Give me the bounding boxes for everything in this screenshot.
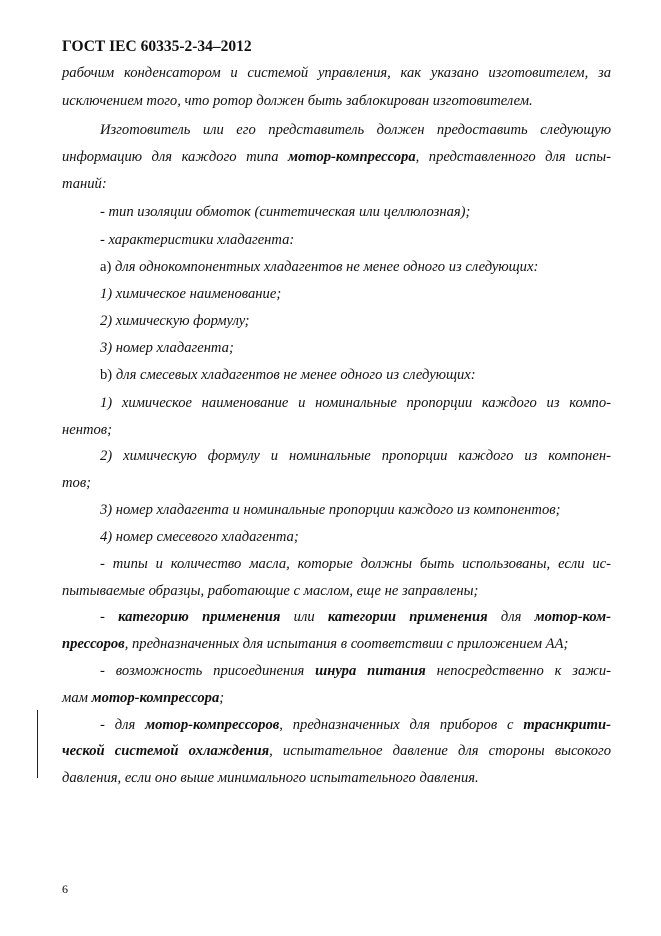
list-item: 2) химическую формулу и номинальные пропорции каждого из компонен- — [100, 448, 611, 464]
term-bold: мотор-компрессора — [91, 690, 220, 706]
term-bold: шнура питания — [315, 663, 426, 679]
text-line: рабочим конденсатором и системой управления, как указано изготовителем, за — [62, 65, 611, 81]
list-item: - для мотор-компрессоров, предназначенных для приборов с траснкрити- — [100, 717, 612, 733]
term-bold: мотор-компрессоров — [145, 717, 280, 733]
text-line: информацию для каждого типа мотор-компрессора, представленного для испы- — [62, 149, 611, 165]
term-bold: мотор-компрессора — [287, 149, 416, 165]
revision-bar — [37, 710, 38, 778]
text-line: мам мотор-компрессора; — [62, 690, 225, 706]
list-item: а) для однокомпонентных хладагентов не менее одного из следующих: — [100, 259, 539, 275]
text-line: давления, если оно выше минимального испытательного давления. — [62, 770, 479, 786]
list-marker: b) — [100, 367, 113, 383]
list-item: 2) химическую формулу; — [100, 313, 250, 329]
term-bold: категорию применения — [118, 609, 281, 625]
list-item: - характеристики хладагента: — [100, 232, 295, 248]
document-header: ГОСТ IEC 60335-2-34–2012 — [62, 38, 252, 55]
list-item: - тип изоляции обмоток (синтетическая или целлюлозная); — [100, 204, 471, 220]
term-bold: траснкрити- — [523, 717, 612, 733]
term-bold: ческой системой охлаждения — [62, 743, 270, 759]
term-bold: категории применения — [327, 609, 488, 625]
text-line: исключением того, что ротор должен быть заблокирован изготовителем. — [62, 93, 533, 109]
text-line: Изготовитель или его представитель должен предоставить следующую — [100, 122, 611, 138]
text-line: ческой системой охлаждения, испытательное давление для стороны высокого — [62, 743, 612, 759]
list-item: 1) химическое наименование и номинальные пропорции каждого из компо- — [100, 395, 611, 411]
list-item: b) для смесевых хладагентов не менее одного из следующих: — [100, 367, 476, 383]
list-item: - типы и количество масла, которые должны быть использованы, если ис- — [100, 556, 611, 572]
list-item: - возможность присоединения шнура питания непосредственно к зажи- — [100, 663, 612, 679]
text-line: тов; — [62, 475, 92, 491]
term-bold: мотор-ком- — [534, 609, 611, 625]
list-item: 3) номер хладагента; — [100, 340, 234, 356]
text-line: нентов; — [62, 422, 112, 438]
text-line: таний: — [62, 176, 107, 192]
text-line: пытываемые образцы, работающие с маслом, еще не заправлены; — [62, 583, 479, 599]
text-line: прессоров, предназначенных для испытания в соответствии с приложением АА; — [62, 636, 569, 652]
list-item: 3) номер хладагента и номинальные пропорции каждого из компонентов; — [100, 502, 561, 518]
page-number: 6 — [62, 882, 68, 896]
list-item: 4) номер смесевого хладагента; — [100, 529, 299, 545]
list-item: - категорию применения или категории применения для мотор-ком- — [100, 609, 611, 625]
list-item: 1) химическое наименование; — [100, 286, 282, 302]
list-marker: а) — [100, 259, 112, 275]
term-bold: прессоров — [62, 636, 125, 652]
